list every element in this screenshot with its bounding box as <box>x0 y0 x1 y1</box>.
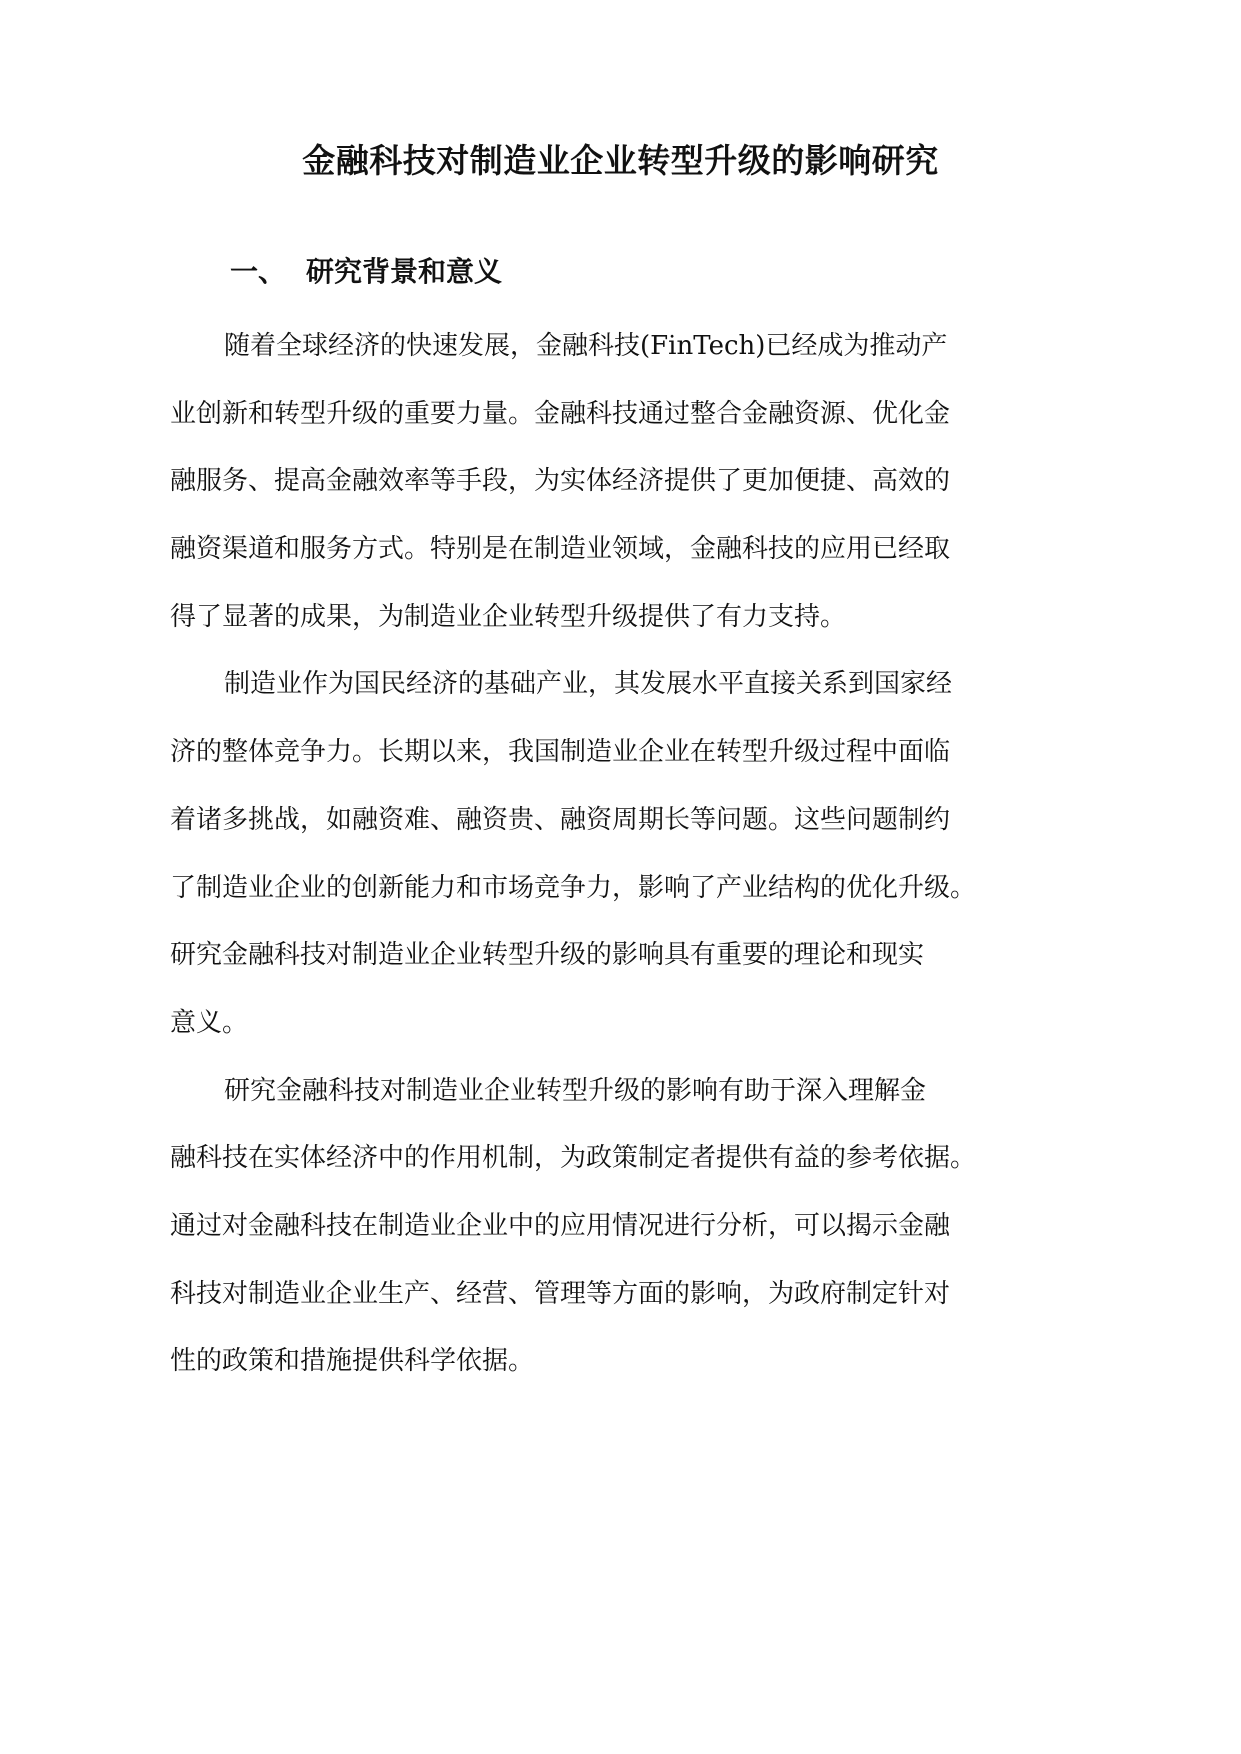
text-line: 科技对制造业企业生产、经营、管理等方面的影响，为政府制定针对 <box>170 1278 951 1309</box>
text-line: 意义。 <box>170 1007 249 1038</box>
text-line: 性的政策和措施提供科学依据。 <box>170 1346 535 1377</box>
text-line: 研究金融科技对制造业企业转型升级的影响具有重要的理论和现实 <box>170 940 925 971</box>
text-line: 着诸多挑战，如融资难、融资贵、融资周期长等问题。这些问题制约 <box>170 804 951 835</box>
paragraph <box>170 1058 977 1396</box>
text-line: 研究金融科技对制造业企业转型升级的影响有助于深入理解金 <box>224 1075 927 1106</box>
paragraph <box>170 313 960 651</box>
text-line: 得了显著的成果，为制造业企业转型升级提供了有力支持。 <box>170 601 847 632</box>
text-line: 了制造业企业的创新能力和市场竞争力，影响了产业结构的优化升级。 <box>170 872 977 903</box>
text-line: 制造业作为国民经济的基础产业，其发展水平直接关系到国家经 <box>224 669 953 700</box>
text-line: 融科技在实体经济中的作用机制，为政策制定者提供有益的参考依据。 <box>170 1143 977 1174</box>
document-body <box>170 313 977 1396</box>
paragraph <box>170 651 977 1057</box>
section-number: 一、 <box>230 255 287 288</box>
section-title: 研究背景和意义 <box>306 255 503 288</box>
text-line: 融资渠道和服务方式。特别是在制造业领域，金融科技的应用已经取 <box>170 534 951 565</box>
text-line: 业创新和转型升级的重要力量。金融科技通过整合金融资源、优化金 <box>170 398 951 429</box>
text-line: 通过对金融科技在制造业企业中的应用情况进行分析，可以揭示金融 <box>170 1210 951 1241</box>
text-line: 随着全球经济的快速发展，金融科技(FinTech)已经成为推动产 <box>224 331 948 361</box>
document-title: 金融科技对制造业企业转型升级的影响研究 <box>302 141 939 180</box>
text-line: 济的整体竞争力。长期以来，我国制造业企业在转型升级过程中面临 <box>170 737 951 768</box>
text-line: 融服务、提高金融效率等手段，为实体经济提供了更加便捷、高效的 <box>170 466 951 497</box>
section-heading <box>230 250 502 290</box>
